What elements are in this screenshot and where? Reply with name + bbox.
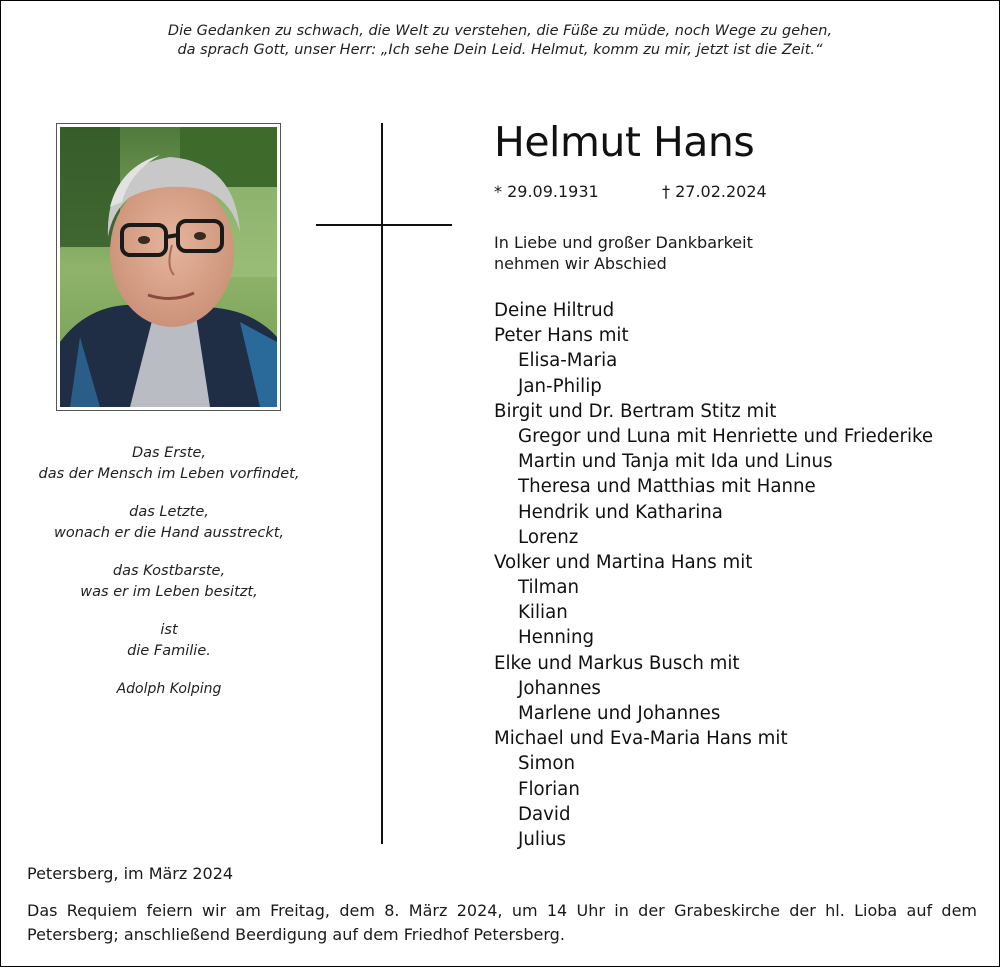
- poem-stanza: [0, 561, 338, 603]
- family-member: Birgit und Dr. Bertram Stitz mit: [494, 400, 777, 422]
- intro-line-2: nehmen wir Abschied: [494, 254, 667, 273]
- family-member: Volker und Martina Hans mit: [494, 551, 753, 573]
- cross-vertical-bar: [381, 123, 383, 844]
- death-date: † 27.02.2024: [662, 182, 767, 201]
- family-member: Marlene und Johannes: [518, 703, 721, 724]
- portrait-photo: [56, 123, 281, 411]
- family-member: Deine Hiltrud: [494, 300, 615, 321]
- cross-horizontal-bar: [316, 224, 452, 226]
- motto-line-2: da sprach Gott, unser Herr: „Ich sehe Dein Leid. Helmut, komm zu mir, jetzt ist die Zeit.“: [177, 42, 823, 58]
- family-member: Michael und Eva-Maria Hans mit: [494, 728, 788, 750]
- farewell-intro: [494, 232, 753, 274]
- place-and-date: Petersberg, im März 2024: [27, 864, 234, 883]
- family-member: Kilian: [518, 602, 568, 624]
- intro-line-1: In Liebe und großer Dankbarkeit: [494, 233, 753, 252]
- motto-verse: [0, 22, 1000, 60]
- family-list: [494, 298, 933, 852]
- poem-line: Das Erste,: [131, 445, 207, 461]
- family-member: Elke und Markus Busch mit: [494, 652, 740, 674]
- family-member: Hendrik und Katharina: [518, 501, 723, 523]
- poem-line: was er im Leben besitzt,: [80, 584, 258, 600]
- family-member: Simon: [518, 753, 575, 775]
- poem-author: Adolph Kolping: [116, 681, 222, 697]
- poem-line: wonach er die Hand ausstreckt,: [53, 525, 285, 541]
- poem-line: das der Mensch im Leben vorfindet,: [38, 466, 300, 482]
- poem-stanza: [0, 620, 338, 662]
- poem-line: die Familie.: [127, 643, 211, 659]
- motto-line-1: Die Gedanken zu schwach, die Welt zu verstehen, die Füße zu müde, noch Wege zu gehen,: [167, 23, 833, 39]
- family-member: Johannes: [518, 677, 601, 699]
- family-member: Peter Hans mit: [494, 325, 629, 347]
- poem-line: das Kostbarste,: [112, 563, 226, 579]
- family-member: David: [518, 803, 571, 825]
- family-member: Lorenz: [518, 526, 579, 548]
- family-member: Jan-Philip: [518, 375, 602, 397]
- deceased-name: Helmut Hans: [494, 118, 755, 166]
- family-member: Florian: [518, 778, 580, 800]
- requiem-notice: Das Requiem feiern wir am Freitag, dem 8. März 2024, um 14 Uhr in der Grabeskirche der hl. Lioba auf dem Petersberg; anschließend Beerdigung auf dem Friedhof Petersberg.: [27, 901, 977, 944]
- family-member: Henning: [518, 627, 595, 649]
- poem-line: das Letzte,: [129, 504, 209, 520]
- family-member: Theresa und Matthias mit Hanne: [518, 476, 816, 498]
- birth-date: * 29.09.1931: [494, 182, 599, 201]
- family-member: Julius: [518, 828, 566, 850]
- kolping-poem: [0, 443, 338, 700]
- family-member: Martin und Tanja mit Ida und Linus: [518, 451, 833, 473]
- poem-stanza: [0, 502, 338, 544]
- poem-line: ist: [160, 622, 178, 638]
- family-member: Gregor und Luna mit Henriette und Friederike: [518, 425, 934, 447]
- family-member: Tilman: [518, 577, 580, 599]
- poem-stanza: [0, 443, 338, 485]
- family-member: Elisa-Maria: [518, 350, 618, 372]
